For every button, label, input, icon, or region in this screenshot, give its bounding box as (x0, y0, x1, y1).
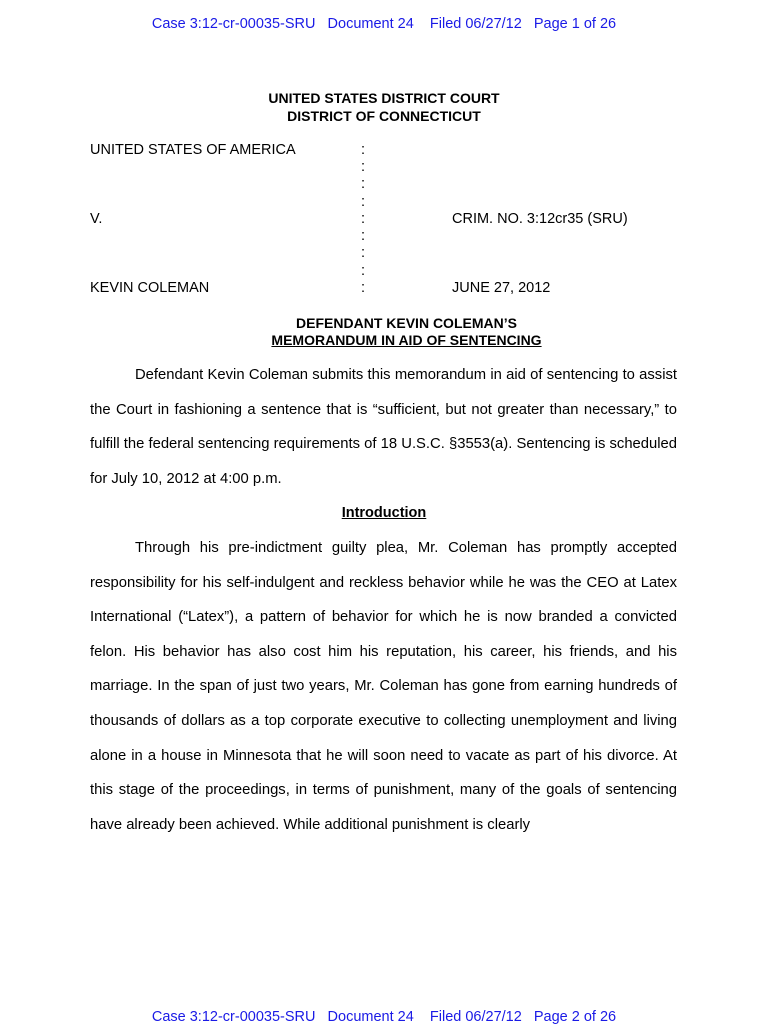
caption-date: JUNE 27, 2012 (452, 280, 551, 296)
caption-colon: : (361, 280, 366, 296)
document-title-line2: MEMORANDUM IN AID OF SENTENCING (271, 332, 542, 348)
caption-row-plaintiff (0, 142, 768, 160)
caption-plaintiff: UNITED STATES OF AMERICA (90, 142, 296, 158)
caption-row-defendant (0, 280, 768, 298)
body-paragraph: Through his pre-indictment guilty plea, Mr. Coleman has promptly accepted responsibility for his self-indulgent and reckless behavior while he was the CEO at Latex International (“Latex”), a pattern of behavior for which he is now branded a convicted felon. His behavior has also cost him his reputation, his career, his friends, and his marriage. In the span of just two years, Mr. Coleman has gone from earning hundreds of thousands of dollars as a top corporate executive to collecting unemployment and living alone in a house in Minnesota that he will soon need to vacate as part of his divorce. At this stage of the proceedings, in terms of punishment, many of the goals of sentencing have already been achieved. While additional punishment is clearly (90, 540, 677, 833)
caption-colon: : (361, 142, 366, 158)
caption-colon: : (361, 159, 366, 175)
court-district: DISTRICT OF CONNECTICUT (287, 108, 481, 124)
caption-colon: : (361, 194, 366, 210)
caption-colon: : (361, 211, 366, 227)
caption-colon: : (361, 263, 366, 279)
caption-colon: : (361, 228, 366, 244)
section-heading-introduction: Introduction (341, 505, 427, 521)
caption-case-number: CRIM. NO. 3:12cr35 (SRU) (452, 211, 628, 227)
caption-colon: : (361, 245, 366, 261)
caption-versus: V. (90, 211, 103, 227)
ecf-header-stamp-next-page: Case 3:12-cr-00035-SRU Document 24 Filed 06/27/12 Page 2 of 26 (151, 1009, 617, 1025)
ecf-header-stamp: Case 3:12-cr-00035-SRU Document 24 Filed 06/27/12 Page 1 of 26 (151, 16, 617, 32)
caption-defendant: KEVIN COLEMAN (90, 280, 210, 296)
intro-paragraph: Defendant Kevin Coleman submits this memorandum in aid of sentencing to assist the Court in fashioning a sentence that is “sufficient, but not greater than necessary,” to fulfill the federal sentencing requirements of 18 U.S.C. §3553(a). Sentencing is scheduled for July 10, 2012 at 4:00 p.m. (90, 367, 677, 487)
document-title-line1: DEFENDANT KEVIN COLEMAN’S (296, 315, 517, 331)
caption-colon: : (361, 176, 366, 192)
court-name: UNITED STATES DISTRICT COURT (268, 90, 500, 106)
caption-row-versus (0, 211, 768, 229)
